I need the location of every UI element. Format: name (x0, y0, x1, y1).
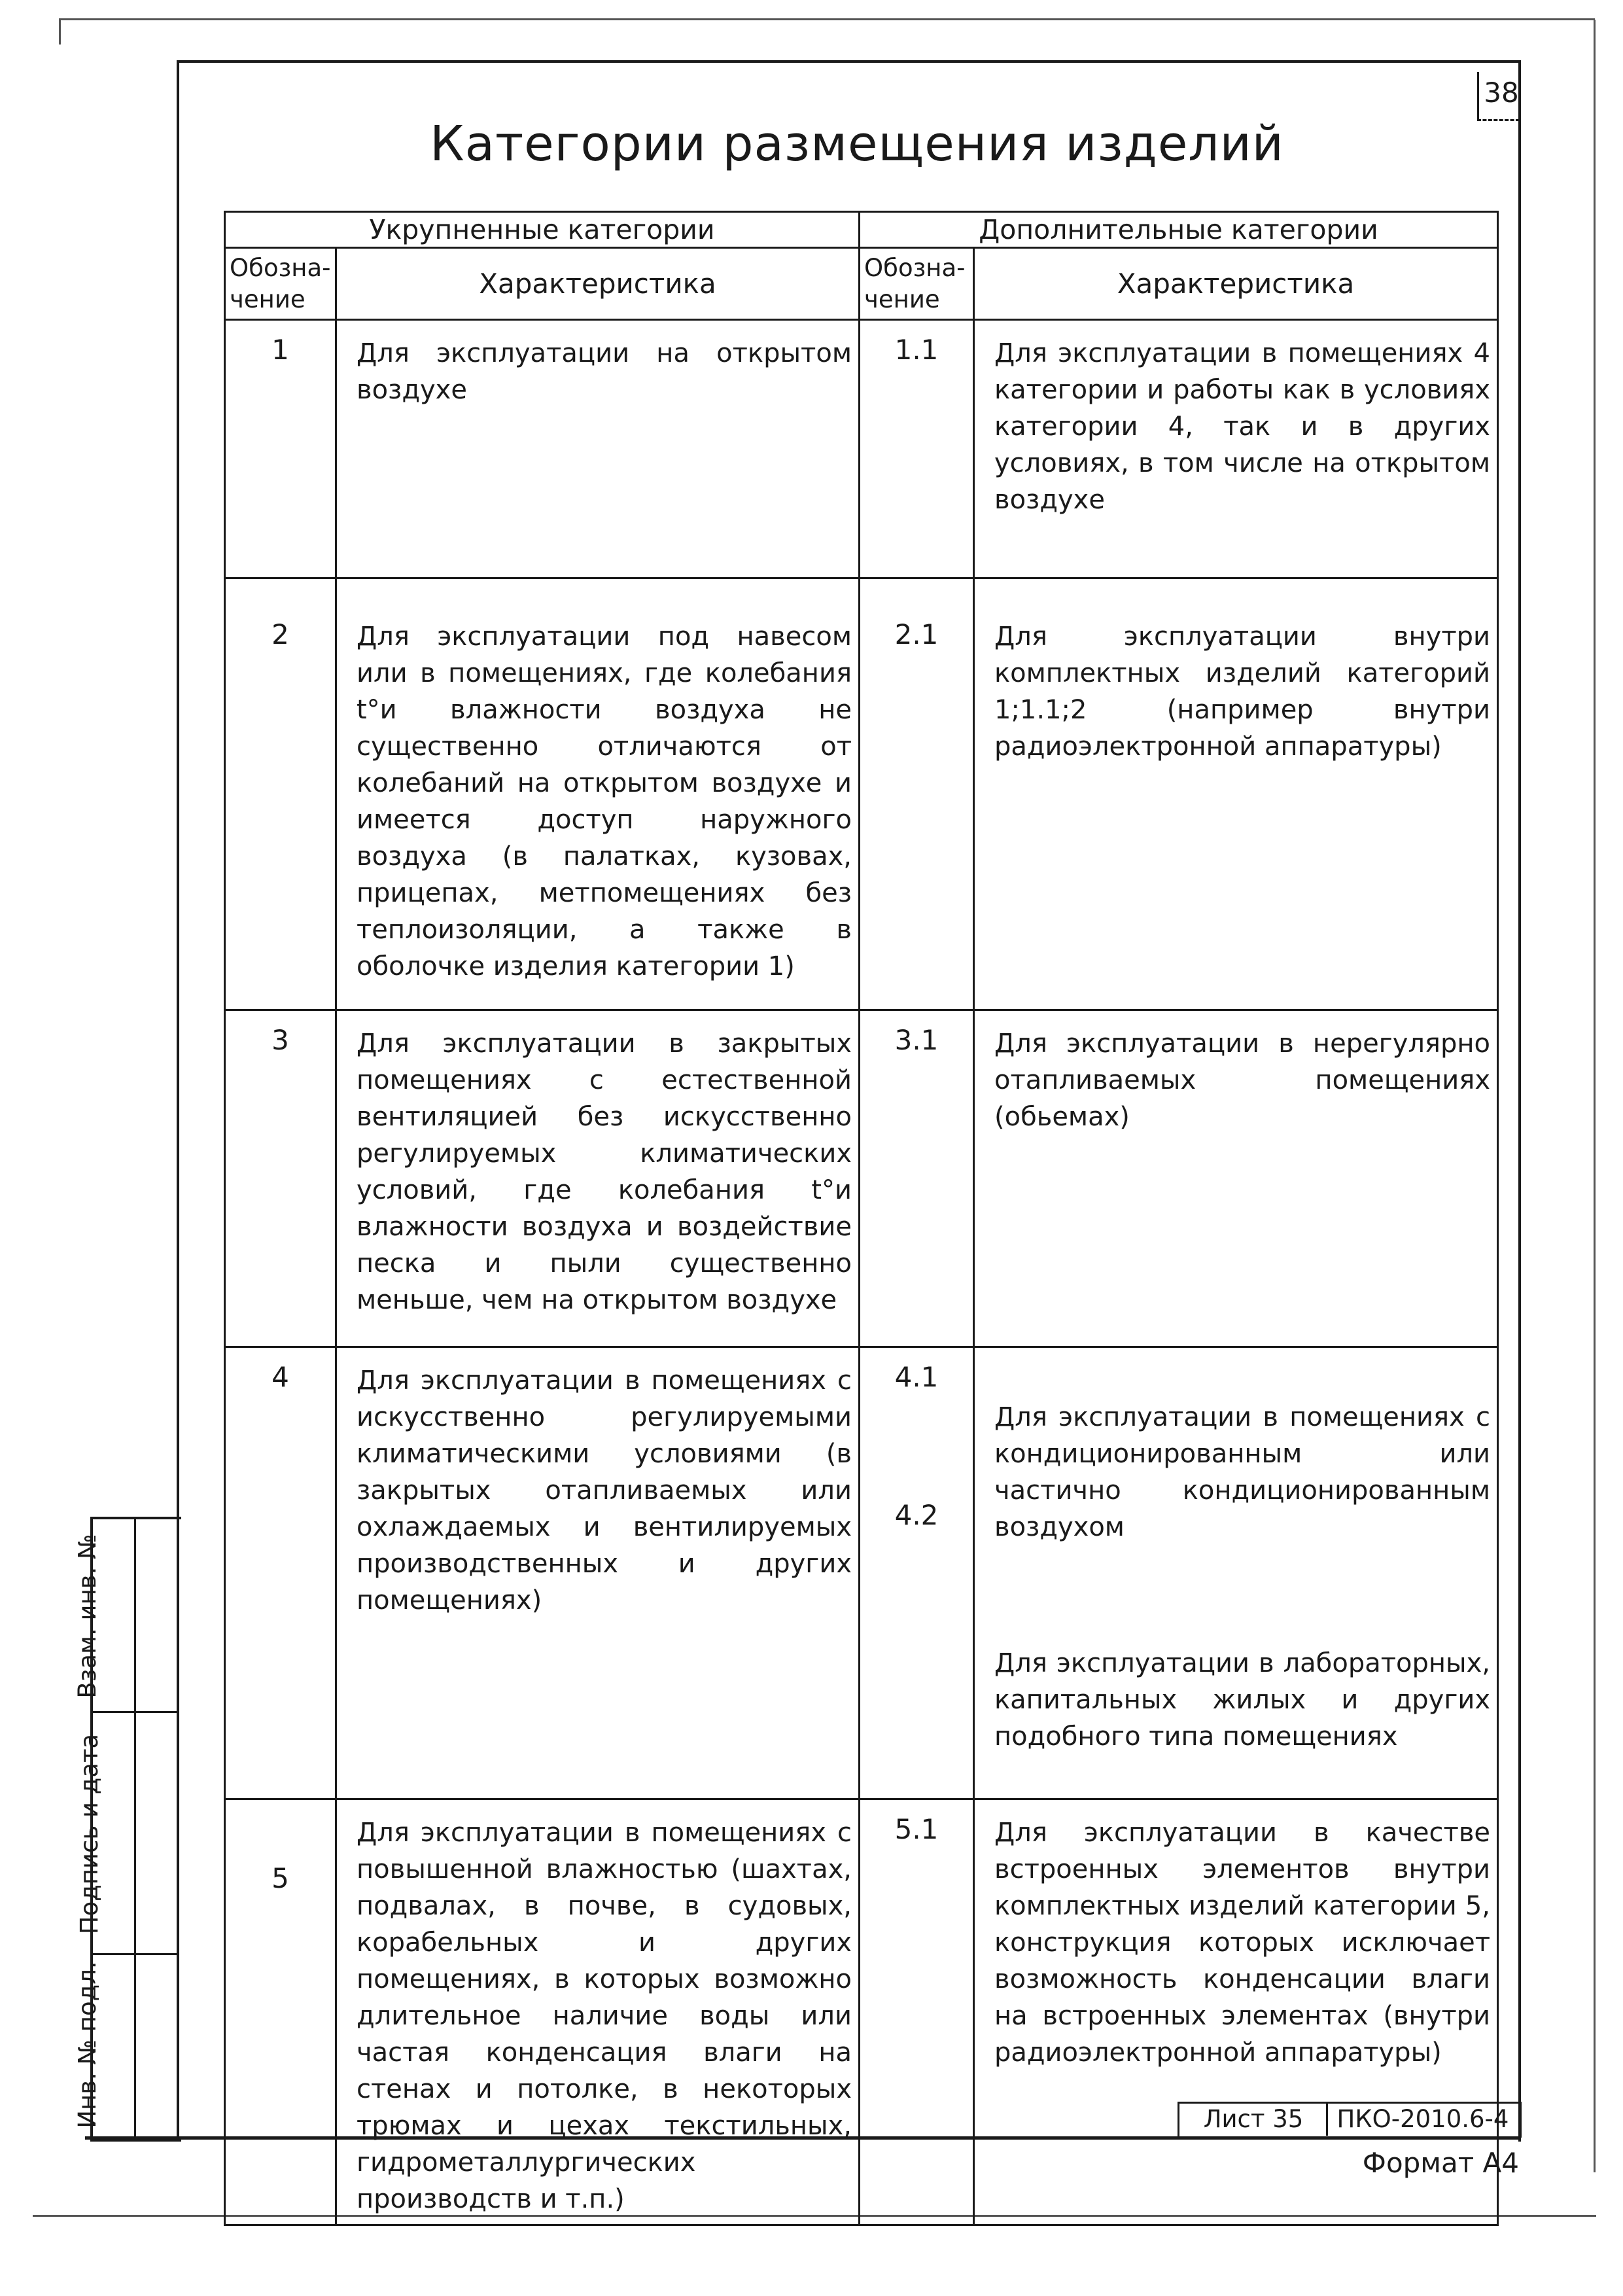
sub-char-header: Характеристика (974, 248, 1498, 320)
category-text: Для эксплуатации в помещениях с повышенной влажностью (шахтах, подвалах, в почве, в судовых, корабельных и других помещениях, в которых возможно длительное наличие воды или частая конденсация влаги на стенах и потолке, в некоторых трюмах и цехах текстильных, гидрометаллургических производств и т.п.) (336, 1799, 860, 2225)
category-text: Для эксплуатации под навесом или в помещениях, где колебания t°и влажности воздуха не существенно отличаются от колебаний на открытом воздухе и имеется доступ наружного воздуха (в палатках, кузовах, прицепах, метпомещениях без теплоизоляции, а также в оболочке изделия категории 1) (336, 578, 860, 1010)
sub-category-code: 2.1 (860, 578, 974, 1010)
group-header-main: Укрупненные категории (225, 212, 860, 248)
side-stamp-row-divider (90, 1711, 179, 1713)
spacer (994, 1582, 1490, 1608)
sub-category-code: 3.1 (860, 1010, 974, 1347)
sub-category-code: 5.1 (860, 1799, 974, 2225)
paper-format: Формат А4 (1362, 2147, 1519, 2179)
spacer (861, 1393, 972, 1499)
table-row (225, 1799, 1498, 2225)
trim-line-left (59, 18, 61, 44)
sub-category-code (860, 1347, 974, 1799)
category-text: Для эксплуатации на открытом воздухе (336, 320, 860, 578)
sub-category-text: Для эксплуатации в нерегулярно отапливаемых помещениях (обьемах) (974, 1010, 1498, 1347)
sub-code-header: Обозна- чение (860, 248, 974, 320)
category-code: 2 (225, 578, 336, 1010)
code-header: Обозна- чение (225, 248, 336, 320)
category-code: 4 (225, 1347, 336, 1799)
group-header-additional: Дополнительные категории (860, 212, 1498, 248)
table-row (225, 320, 1498, 578)
stamp-inv-original: Инв. № подл. (73, 1961, 101, 2128)
table-row (225, 578, 1498, 1010)
trim-line-right (1594, 20, 1596, 2172)
sub-code-4-1: 4.1 (894, 1361, 939, 1393)
trim-line-top (59, 18, 1595, 20)
table-row (225, 1010, 1498, 1347)
sub-category-text: Для эксплуатации внутри комплектных изделий категорий 1;1.1;2 (например внутри радиоэлектронной аппаратуры) (974, 578, 1498, 1010)
stamp-sign-date: Подпись и дата (75, 1733, 103, 1935)
sub-code-4-2: 4.2 (894, 1499, 939, 1531)
category-text: Для эксплуатации в закрытых помещениях с естественной вентиляцией без искусственно регулируемых климатических условий, где колебания t°и влажности воздуха и воздействие песка и пыли существенно меньше, чем на открытом воздухе (336, 1010, 860, 1347)
sub-text-4-2: Для эксплуатации в лабораторных, капитальных жилых и других подобного типа помещениях (994, 1648, 1491, 1752)
sheet-number: Лист 35 (1203, 2105, 1304, 2133)
page-number: 38 (1484, 77, 1519, 109)
sub-category-text: Для эксплуатации в качестве встроенных элементов внутри комплектных изделий категории 5, конструкция которых исключает возможность конденсации влаги на встроенных элементах (внутри радиоэлектронной аппаратуры) (974, 1799, 1498, 2225)
document-code: ПКО-2010.6-4 (1336, 2105, 1509, 2133)
page-title: Категории размещения изделий (430, 116, 1284, 172)
categories-table (224, 211, 1499, 2226)
sub-category-text: Для эксплуатации в помещениях 4 категории и работы как в условиях категории 4, так и в других условиях, в том числе на открытом воздухе (974, 320, 1498, 578)
sub-category-code: 1.1 (860, 320, 974, 578)
side-stamp-divider (134, 1517, 136, 2136)
sub-category-text (974, 1347, 1498, 1799)
char-header: Характеристика (336, 248, 860, 320)
category-text: Для эксплуатации в помещениях с искусственно регулируемыми климатическими условиями (в закрытых отапливаемых или охлаждаемых и вентилируемых производственных и других помещениях) (336, 1347, 860, 1799)
sub-text-4-1: Для эксплуатации в помещениях с кондиционированным или частично кондиционированным воздухом (994, 1402, 1491, 1542)
category-code: 5 (225, 1799, 336, 2225)
stamp-inv-replace: Взам. инв. № (73, 1534, 101, 1699)
table-row (225, 1347, 1498, 1799)
category-code: 3 (225, 1010, 336, 1347)
category-code: 1 (225, 320, 336, 578)
